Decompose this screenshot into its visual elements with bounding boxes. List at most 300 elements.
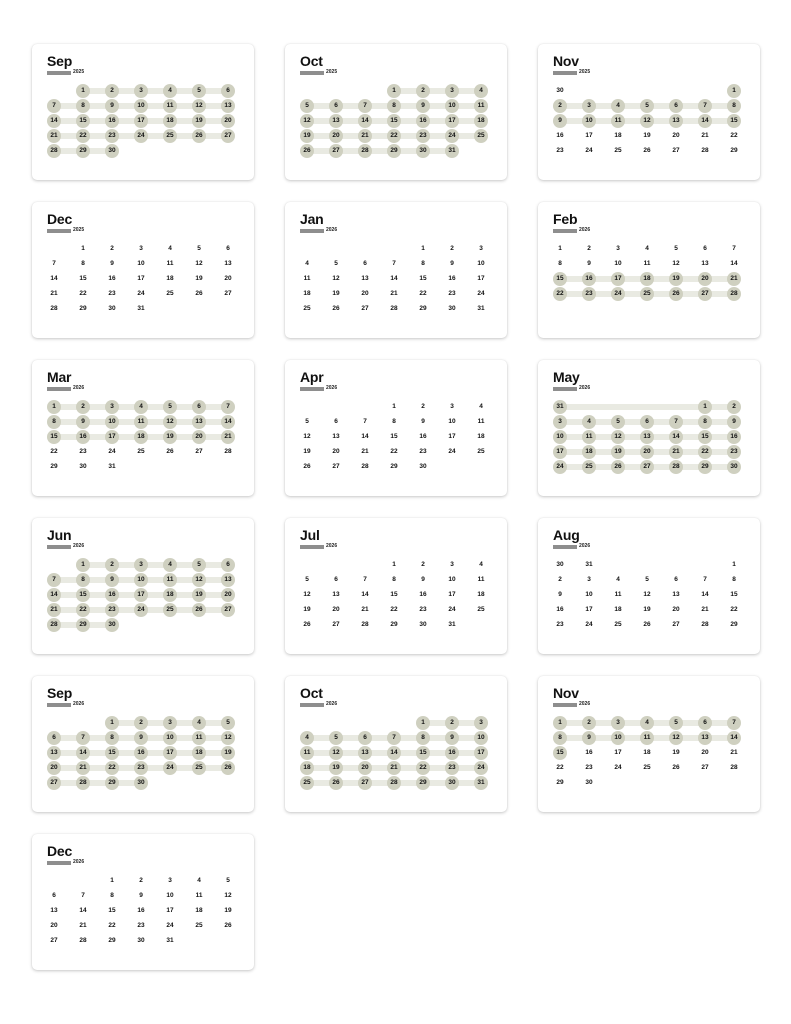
- day-cell[interactable]: 25: [614, 147, 622, 154]
- day-cell[interactable]: 5: [163, 400, 177, 414]
- day-cell[interactable]: 9: [553, 114, 567, 128]
- day-cell[interactable]: 28: [76, 776, 90, 790]
- day-cell[interactable]: 28: [730, 764, 738, 771]
- day-cell[interactable]: 24: [477, 290, 485, 297]
- day-cell[interactable]: 18: [474, 114, 488, 128]
- day-cell[interactable]: 7: [363, 418, 367, 425]
- day-cell[interactable]: 14: [669, 430, 683, 444]
- day-cell[interactable]: 20: [224, 275, 232, 282]
- day-cell[interactable]: 14: [698, 114, 712, 128]
- day-cell[interactable]: 8: [76, 573, 90, 587]
- day-cell[interactable]: 10: [553, 430, 567, 444]
- day-cell[interactable]: 3: [139, 245, 143, 252]
- day-cell[interactable]: 12: [332, 275, 340, 282]
- day-cell[interactable]: 3: [450, 561, 454, 568]
- day-cell[interactable]: 25: [477, 606, 485, 613]
- day-cell[interactable]: 15: [698, 430, 712, 444]
- day-cell[interactable]: 5: [669, 716, 683, 730]
- day-cell[interactable]: 24: [448, 448, 456, 455]
- day-cell[interactable]: 13: [50, 907, 58, 914]
- day-cell[interactable]: 12: [669, 731, 683, 745]
- day-cell[interactable]: 12: [672, 260, 680, 267]
- day-cell[interactable]: 1: [558, 245, 562, 252]
- day-cell[interactable]: 13: [329, 114, 343, 128]
- day-cell[interactable]: 8: [387, 99, 401, 113]
- day-cell[interactable]: 28: [47, 618, 61, 632]
- day-cell[interactable]: 14: [221, 415, 235, 429]
- day-cell[interactable]: 27: [195, 448, 203, 455]
- day-cell[interactable]: 4: [479, 561, 483, 568]
- day-cell[interactable]: 8: [558, 260, 562, 267]
- day-cell[interactable]: 24: [448, 606, 456, 613]
- day-cell[interactable]: 24: [134, 129, 148, 143]
- day-cell[interactable]: 7: [698, 99, 712, 113]
- day-cell[interactable]: 5: [640, 99, 654, 113]
- day-cell[interactable]: 5: [305, 576, 309, 583]
- day-cell[interactable]: 30: [419, 463, 427, 470]
- day-cell[interactable]: 20: [698, 272, 712, 286]
- day-cell[interactable]: 2: [105, 558, 119, 572]
- day-cell[interactable]: 14: [730, 260, 738, 267]
- day-cell[interactable]: 11: [474, 99, 488, 113]
- day-cell[interactable]: 1: [76, 84, 90, 98]
- day-cell[interactable]: 14: [50, 275, 58, 282]
- day-cell[interactable]: 13: [332, 591, 340, 598]
- day-cell[interactable]: 28: [361, 621, 369, 628]
- day-cell[interactable]: 9: [134, 731, 148, 745]
- day-cell[interactable]: 11: [303, 275, 311, 282]
- day-cell[interactable]: 1: [416, 716, 430, 730]
- day-cell[interactable]: 30: [419, 621, 427, 628]
- day-cell[interactable]: 6: [640, 415, 654, 429]
- day-cell[interactable]: 27: [50, 937, 58, 944]
- day-cell[interactable]: 11: [163, 99, 177, 113]
- day-cell[interactable]: 15: [105, 746, 119, 760]
- day-cell[interactable]: 3: [611, 716, 625, 730]
- day-cell[interactable]: 6: [698, 716, 712, 730]
- day-cell[interactable]: 27: [672, 147, 680, 154]
- day-cell[interactable]: 25: [195, 922, 203, 929]
- day-cell[interactable]: 15: [730, 591, 738, 598]
- day-cell[interactable]: 19: [611, 445, 625, 459]
- day-cell[interactable]: 30: [448, 305, 456, 312]
- day-cell[interactable]: 10: [445, 99, 459, 113]
- day-cell[interactable]: 28: [224, 448, 232, 455]
- day-cell[interactable]: 24: [585, 147, 593, 154]
- day-cell[interactable]: 21: [79, 922, 87, 929]
- day-cell[interactable]: 1: [421, 245, 425, 252]
- day-cell[interactable]: 15: [76, 588, 90, 602]
- day-cell[interactable]: 4: [300, 731, 314, 745]
- day-cell[interactable]: 19: [303, 448, 311, 455]
- day-cell[interactable]: 17: [477, 275, 485, 282]
- day-cell[interactable]: 22: [416, 761, 430, 775]
- day-cell[interactable]: 27: [672, 621, 680, 628]
- day-cell[interactable]: 7: [47, 99, 61, 113]
- day-cell[interactable]: 16: [108, 275, 116, 282]
- day-cell[interactable]: 6: [192, 400, 206, 414]
- day-cell[interactable]: 14: [358, 114, 372, 128]
- day-cell[interactable]: 1: [76, 558, 90, 572]
- day-cell[interactable]: 16: [556, 132, 564, 139]
- day-cell[interactable]: 6: [669, 99, 683, 113]
- day-cell[interactable]: 6: [329, 99, 343, 113]
- day-cell[interactable]: 2: [450, 245, 454, 252]
- day-cell[interactable]: 6: [363, 260, 367, 267]
- day-cell[interactable]: 17: [163, 746, 177, 760]
- day-cell[interactable]: 23: [445, 761, 459, 775]
- day-cell[interactable]: 29: [387, 144, 401, 158]
- day-cell[interactable]: 15: [76, 114, 90, 128]
- day-cell[interactable]: 22: [50, 448, 58, 455]
- day-cell[interactable]: 17: [585, 132, 593, 139]
- day-cell[interactable]: 16: [419, 591, 427, 598]
- day-cell[interactable]: 19: [300, 129, 314, 143]
- day-cell[interactable]: 13: [221, 99, 235, 113]
- day-cell[interactable]: 14: [47, 588, 61, 602]
- day-cell[interactable]: 24: [553, 460, 567, 474]
- day-cell[interactable]: 31: [585, 561, 593, 568]
- day-cell[interactable]: 13: [224, 260, 232, 267]
- day-cell[interactable]: 1: [110, 877, 114, 884]
- day-cell[interactable]: 10: [614, 260, 622, 267]
- day-cell[interactable]: 14: [701, 591, 709, 598]
- day-cell[interactable]: 31: [553, 400, 567, 414]
- day-cell[interactable]: 6: [358, 731, 372, 745]
- day-cell[interactable]: 20: [221, 114, 235, 128]
- day-cell[interactable]: 24: [137, 290, 145, 297]
- day-cell[interactable]: 14: [390, 275, 398, 282]
- day-cell[interactable]: 12: [303, 591, 311, 598]
- day-cell[interactable]: 3: [616, 245, 620, 252]
- day-cell[interactable]: 18: [643, 749, 651, 756]
- day-cell[interactable]: 29: [79, 305, 87, 312]
- day-cell[interactable]: 7: [76, 731, 90, 745]
- day-cell[interactable]: 26: [192, 129, 206, 143]
- day-cell[interactable]: 21: [47, 129, 61, 143]
- day-cell[interactable]: 27: [329, 144, 343, 158]
- day-cell[interactable]: 4: [616, 576, 620, 583]
- day-cell[interactable]: 26: [300, 144, 314, 158]
- day-cell[interactable]: 18: [163, 588, 177, 602]
- day-cell[interactable]: 26: [221, 761, 235, 775]
- day-cell[interactable]: 13: [640, 430, 654, 444]
- day-cell[interactable]: 17: [553, 445, 567, 459]
- day-cell[interactable]: 17: [445, 114, 459, 128]
- day-cell[interactable]: 3: [163, 716, 177, 730]
- day-cell[interactable]: 24: [585, 621, 593, 628]
- day-cell[interactable]: 4: [305, 260, 309, 267]
- day-cell[interactable]: 10: [611, 731, 625, 745]
- day-cell[interactable]: 4: [134, 400, 148, 414]
- day-cell[interactable]: 15: [387, 114, 401, 128]
- day-cell[interactable]: 14: [361, 433, 369, 440]
- day-cell[interactable]: 31: [474, 776, 488, 790]
- day-cell[interactable]: 8: [732, 576, 736, 583]
- day-cell[interactable]: 20: [47, 761, 61, 775]
- day-cell[interactable]: 27: [701, 764, 709, 771]
- day-cell[interactable]: 30: [556, 87, 564, 94]
- day-cell[interactable]: 24: [163, 761, 177, 775]
- day-cell[interactable]: 15: [47, 430, 61, 444]
- day-cell[interactable]: 21: [669, 445, 683, 459]
- day-cell[interactable]: 28: [669, 460, 683, 474]
- day-cell[interactable]: 3: [553, 415, 567, 429]
- day-cell[interactable]: 21: [701, 606, 709, 613]
- day-cell[interactable]: 1: [392, 561, 396, 568]
- day-cell[interactable]: 9: [416, 99, 430, 113]
- day-cell[interactable]: 20: [640, 445, 654, 459]
- day-cell[interactable]: 18: [192, 746, 206, 760]
- day-cell[interactable]: 29: [730, 621, 738, 628]
- day-cell[interactable]: 2: [76, 400, 90, 414]
- day-cell[interactable]: 19: [192, 588, 206, 602]
- day-cell[interactable]: 5: [197, 245, 201, 252]
- day-cell[interactable]: 10: [105, 415, 119, 429]
- day-cell[interactable]: 7: [47, 573, 61, 587]
- day-cell[interactable]: 3: [450, 403, 454, 410]
- day-cell[interactable]: 2: [105, 84, 119, 98]
- day-cell[interactable]: 5: [300, 99, 314, 113]
- day-cell[interactable]: 4: [640, 716, 654, 730]
- day-cell[interactable]: 22: [390, 606, 398, 613]
- day-cell[interactable]: 20: [672, 606, 680, 613]
- day-cell[interactable]: 22: [698, 445, 712, 459]
- day-cell[interactable]: 19: [672, 749, 680, 756]
- day-cell[interactable]: 15: [108, 907, 116, 914]
- day-cell[interactable]: 13: [669, 114, 683, 128]
- day-cell[interactable]: 16: [105, 114, 119, 128]
- day-cell[interactable]: 21: [361, 606, 369, 613]
- day-cell[interactable]: 25: [474, 129, 488, 143]
- day-cell[interactable]: 5: [611, 415, 625, 429]
- day-cell[interactable]: 24: [134, 603, 148, 617]
- day-cell[interactable]: 11: [166, 260, 174, 267]
- day-cell[interactable]: 4: [474, 84, 488, 98]
- day-cell[interactable]: 26: [303, 621, 311, 628]
- day-cell[interactable]: 22: [79, 290, 87, 297]
- day-cell[interactable]: 1: [727, 84, 741, 98]
- day-cell[interactable]: 27: [332, 621, 340, 628]
- day-cell[interactable]: 8: [727, 99, 741, 113]
- day-cell[interactable]: 28: [727, 287, 741, 301]
- day-cell[interactable]: 20: [672, 132, 680, 139]
- day-cell[interactable]: 23: [105, 603, 119, 617]
- day-cell[interactable]: 23: [137, 922, 145, 929]
- day-cell[interactable]: 4: [168, 245, 172, 252]
- day-cell[interactable]: 23: [448, 290, 456, 297]
- day-cell[interactable]: 7: [221, 400, 235, 414]
- day-cell[interactable]: 19: [643, 132, 651, 139]
- day-cell[interactable]: 7: [363, 576, 367, 583]
- day-cell[interactable]: 2: [110, 245, 114, 252]
- day-cell[interactable]: 20: [701, 749, 709, 756]
- day-cell[interactable]: 26: [329, 776, 343, 790]
- day-cell[interactable]: 24: [166, 922, 174, 929]
- day-cell[interactable]: 23: [416, 129, 430, 143]
- day-cell[interactable]: 13: [332, 433, 340, 440]
- day-cell[interactable]: 30: [79, 463, 87, 470]
- day-cell[interactable]: 3: [105, 400, 119, 414]
- day-cell[interactable]: 19: [669, 272, 683, 286]
- day-cell[interactable]: 6: [703, 245, 707, 252]
- day-cell[interactable]: 11: [582, 430, 596, 444]
- day-cell[interactable]: 22: [556, 764, 564, 771]
- day-cell[interactable]: 2: [445, 716, 459, 730]
- day-cell[interactable]: 5: [192, 558, 206, 572]
- day-cell[interactable]: 29: [556, 779, 564, 786]
- day-cell[interactable]: 31: [166, 937, 174, 944]
- day-cell[interactable]: 16: [585, 749, 593, 756]
- day-cell[interactable]: 22: [105, 761, 119, 775]
- day-cell[interactable]: 18: [163, 114, 177, 128]
- day-cell[interactable]: 4: [163, 558, 177, 572]
- day-cell[interactable]: 12: [224, 892, 232, 899]
- day-cell[interactable]: 3: [587, 576, 591, 583]
- day-cell[interactable]: 29: [105, 776, 119, 790]
- day-cell[interactable]: 13: [698, 731, 712, 745]
- day-cell[interactable]: 9: [558, 591, 562, 598]
- day-cell[interactable]: 20: [332, 448, 340, 455]
- day-cell[interactable]: 10: [137, 260, 145, 267]
- day-cell[interactable]: 29: [416, 776, 430, 790]
- day-cell[interactable]: 11: [477, 576, 485, 583]
- day-cell[interactable]: 12: [192, 99, 206, 113]
- day-cell[interactable]: 30: [108, 305, 116, 312]
- day-cell[interactable]: 26: [669, 287, 683, 301]
- day-cell[interactable]: 24: [474, 761, 488, 775]
- day-cell[interactable]: 30: [137, 937, 145, 944]
- day-cell[interactable]: 19: [163, 430, 177, 444]
- day-cell[interactable]: 12: [643, 591, 651, 598]
- day-cell[interactable]: 12: [611, 430, 625, 444]
- day-cell[interactable]: 25: [477, 448, 485, 455]
- day-cell[interactable]: 16: [448, 275, 456, 282]
- day-cell[interactable]: 15: [79, 275, 87, 282]
- day-cell[interactable]: 29: [76, 618, 90, 632]
- day-cell[interactable]: 28: [387, 776, 401, 790]
- day-cell[interactable]: 31: [445, 144, 459, 158]
- day-cell[interactable]: 11: [192, 731, 206, 745]
- day-cell[interactable]: 23: [419, 448, 427, 455]
- day-cell[interactable]: 27: [47, 776, 61, 790]
- day-cell[interactable]: 17: [611, 272, 625, 286]
- day-cell[interactable]: 18: [614, 606, 622, 613]
- day-cell[interactable]: 21: [390, 290, 398, 297]
- day-cell[interactable]: 22: [419, 290, 427, 297]
- day-cell[interactable]: 1: [105, 716, 119, 730]
- day-cell[interactable]: 15: [390, 433, 398, 440]
- day-cell[interactable]: 16: [582, 272, 596, 286]
- day-cell[interactable]: 15: [416, 746, 430, 760]
- day-cell[interactable]: 31: [108, 463, 116, 470]
- day-cell[interactable]: 17: [134, 114, 148, 128]
- day-cell[interactable]: 21: [727, 272, 741, 286]
- day-cell[interactable]: 22: [387, 129, 401, 143]
- day-cell[interactable]: 12: [640, 114, 654, 128]
- day-cell[interactable]: 30: [416, 144, 430, 158]
- day-cell[interactable]: 28: [390, 305, 398, 312]
- day-cell[interactable]: 17: [474, 746, 488, 760]
- day-cell[interactable]: 3: [168, 877, 172, 884]
- day-cell[interactable]: 18: [477, 433, 485, 440]
- day-cell[interactable]: 8: [47, 415, 61, 429]
- day-cell[interactable]: 27: [221, 603, 235, 617]
- day-cell[interactable]: 29: [390, 463, 398, 470]
- day-cell[interactable]: 14: [76, 746, 90, 760]
- day-cell[interactable]: 5: [674, 245, 678, 252]
- day-cell[interactable]: 1: [698, 400, 712, 414]
- day-cell[interactable]: 12: [163, 415, 177, 429]
- day-cell[interactable]: 15: [553, 746, 567, 760]
- day-cell[interactable]: 13: [47, 746, 61, 760]
- day-cell[interactable]: 26: [643, 621, 651, 628]
- day-cell[interactable]: 30: [445, 776, 459, 790]
- day-cell[interactable]: 4: [197, 877, 201, 884]
- day-cell[interactable]: 23: [79, 448, 87, 455]
- day-cell[interactable]: 10: [163, 731, 177, 745]
- day-cell[interactable]: 18: [303, 290, 311, 297]
- day-cell[interactable]: 16: [137, 907, 145, 914]
- day-cell[interactable]: 29: [108, 937, 116, 944]
- day-cell[interactable]: 8: [110, 892, 114, 899]
- day-cell[interactable]: 17: [448, 433, 456, 440]
- day-cell[interactable]: 8: [416, 731, 430, 745]
- day-cell[interactable]: 7: [358, 99, 372, 113]
- day-cell[interactable]: 24: [611, 287, 625, 301]
- day-cell[interactable]: 4: [611, 99, 625, 113]
- day-cell[interactable]: 11: [195, 892, 203, 899]
- day-cell[interactable]: 14: [727, 731, 741, 745]
- day-cell[interactable]: 20: [221, 588, 235, 602]
- day-cell[interactable]: 21: [50, 290, 58, 297]
- day-cell[interactable]: 21: [47, 603, 61, 617]
- day-cell[interactable]: 6: [334, 576, 338, 583]
- day-cell[interactable]: 18: [134, 430, 148, 444]
- day-cell[interactable]: 6: [47, 731, 61, 745]
- day-cell[interactable]: 6: [334, 418, 338, 425]
- day-cell[interactable]: 8: [421, 260, 425, 267]
- day-cell[interactable]: 27: [361, 305, 369, 312]
- day-cell[interactable]: 11: [611, 114, 625, 128]
- day-cell[interactable]: 28: [701, 147, 709, 154]
- day-cell[interactable]: 7: [727, 716, 741, 730]
- day-cell[interactable]: 2: [421, 561, 425, 568]
- day-cell[interactable]: 21: [358, 129, 372, 143]
- day-cell[interactable]: 19: [192, 114, 206, 128]
- day-cell[interactable]: 25: [614, 621, 622, 628]
- day-cell[interactable]: 4: [192, 716, 206, 730]
- day-cell[interactable]: 3: [479, 245, 483, 252]
- day-cell[interactable]: 17: [166, 907, 174, 914]
- day-cell[interactable]: 4: [582, 415, 596, 429]
- day-cell[interactable]: 1: [47, 400, 61, 414]
- day-cell[interactable]: 25: [163, 129, 177, 143]
- day-cell[interactable]: 19: [643, 606, 651, 613]
- day-cell[interactable]: 22: [76, 603, 90, 617]
- day-cell[interactable]: 18: [300, 761, 314, 775]
- day-cell[interactable]: 24: [445, 129, 459, 143]
- day-cell[interactable]: 10: [134, 573, 148, 587]
- day-cell[interactable]: 11: [643, 260, 651, 267]
- day-cell[interactable]: 23: [556, 621, 564, 628]
- day-cell[interactable]: 9: [450, 260, 454, 267]
- day-cell[interactable]: 23: [105, 129, 119, 143]
- day-cell[interactable]: 10: [477, 260, 485, 267]
- day-cell[interactable]: 20: [329, 129, 343, 143]
- day-cell[interactable]: 21: [361, 448, 369, 455]
- day-cell[interactable]: 5: [221, 716, 235, 730]
